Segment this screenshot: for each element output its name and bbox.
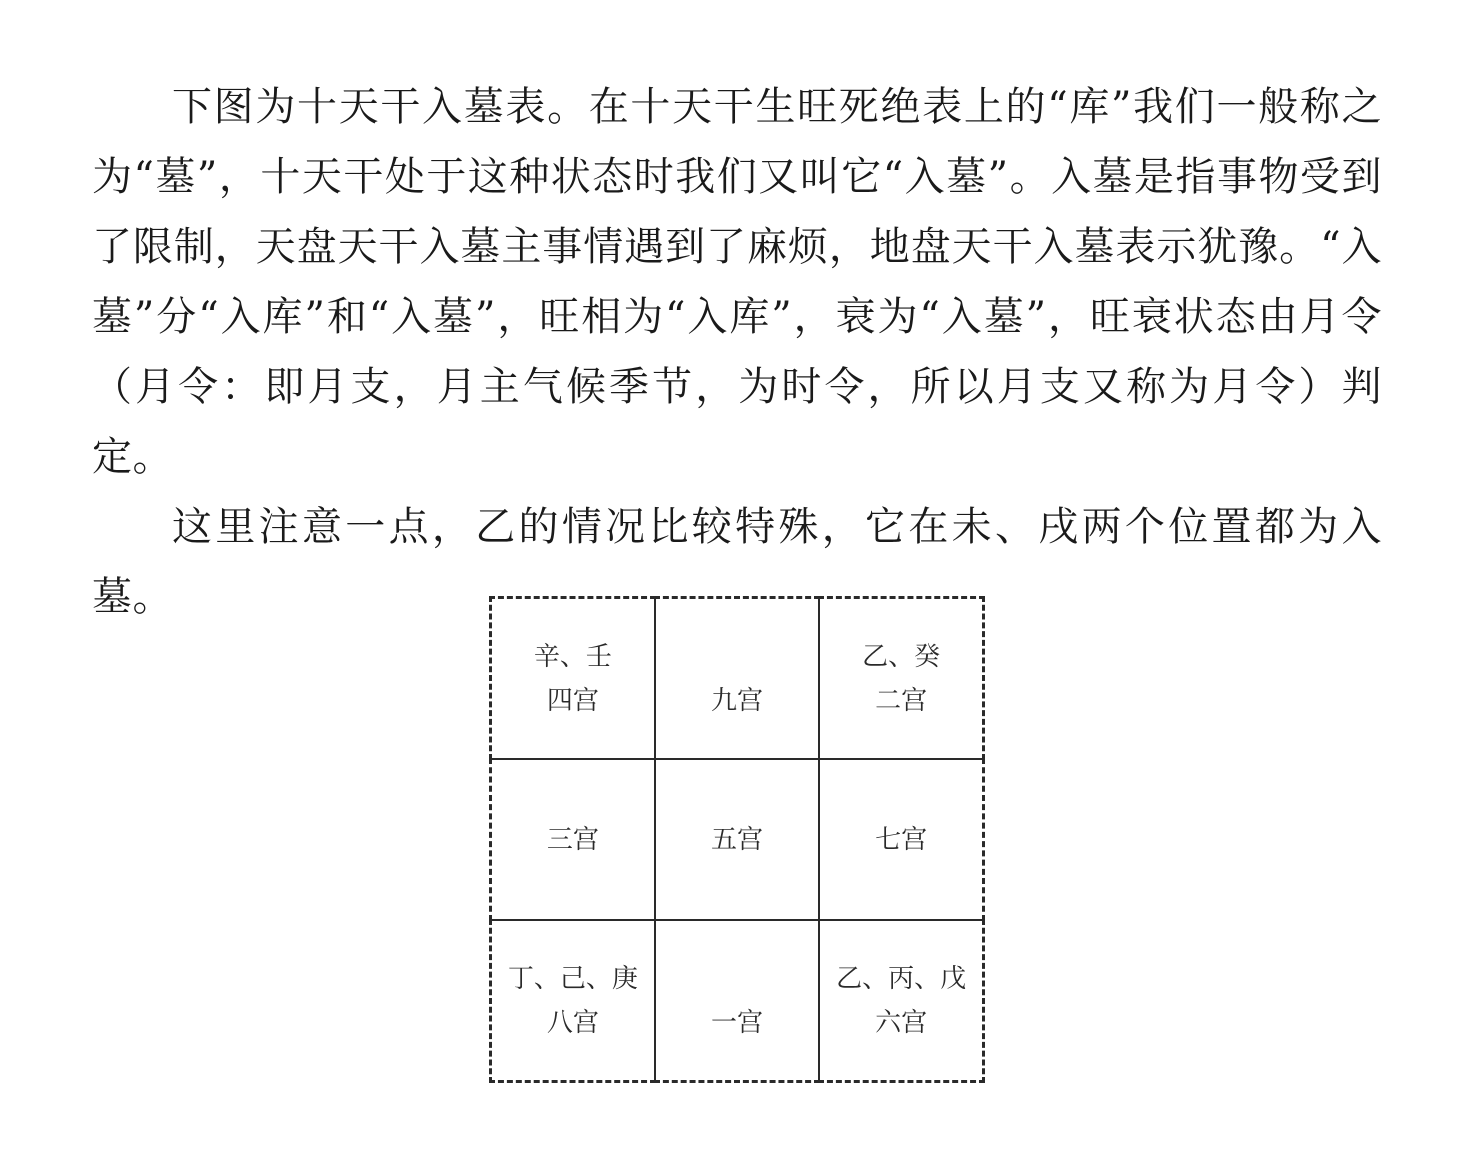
cell-palace-label: 四宫: [546, 685, 599, 716]
cell-palace-label: 八宫: [546, 1007, 599, 1038]
cell-palace-label: 七宫: [875, 824, 928, 855]
palace-cell-4: [491, 598, 655, 760]
cell-stems: 乙、丙、戊: [836, 963, 967, 994]
cell-palace-label: 二宫: [875, 685, 928, 716]
palace-cell-2: [819, 598, 983, 760]
cell-palace-label: 九宫: [710, 685, 763, 716]
grid-row-bottom: [491, 920, 984, 1082]
paragraph-intro: 下图为十天干入墓表。在十天干生旺死绝表上的“库”我们一般称之为“墓”，十天干处于这种状态时我们又叫它“入墓”。入墓是指事物受到了限制，天盘天干入墓主事情遇到了麻烦，地盘天干入墓表示犹豫。“入墓”分“入库”和“入墓”，旺相为“入库”，衰为“入墓”，旺衰状态由月令（月令：即月支，月主气候季节，为时令，所以月支又称为月令）判定。: [92, 84, 1382, 480]
cell-stems: 丁、己、庚: [507, 963, 638, 994]
palace-cell-5: [655, 759, 819, 920]
body-text: [92, 72, 1382, 632]
grid-row-top: [491, 598, 984, 760]
palace-cell-6: [819, 920, 983, 1082]
cell-palace-label: 三宫: [546, 824, 599, 855]
cell-palace-label: 一宫: [710, 1007, 763, 1038]
palace-cell-3: [491, 759, 655, 920]
palace-cell-9: [655, 598, 819, 760]
cell-palace-label: 五宫: [710, 824, 763, 855]
paragraph-note: 这里注意一点，乙的情况比较特殊，它在未、戌两个位置都为入墓。: [92, 504, 1382, 620]
cell-palace-label: 六宫: [875, 1007, 928, 1038]
palace-cell-1: [655, 920, 819, 1082]
palace-cell-8: [491, 920, 655, 1082]
palace-cell-7: [819, 759, 983, 920]
nine-palace-grid: [489, 596, 985, 1074]
tomb-table: [489, 596, 985, 1083]
cell-stems: 乙、癸: [862, 641, 941, 672]
cell-stems: 辛、壬: [533, 641, 612, 672]
grid-row-middle: [491, 759, 984, 920]
